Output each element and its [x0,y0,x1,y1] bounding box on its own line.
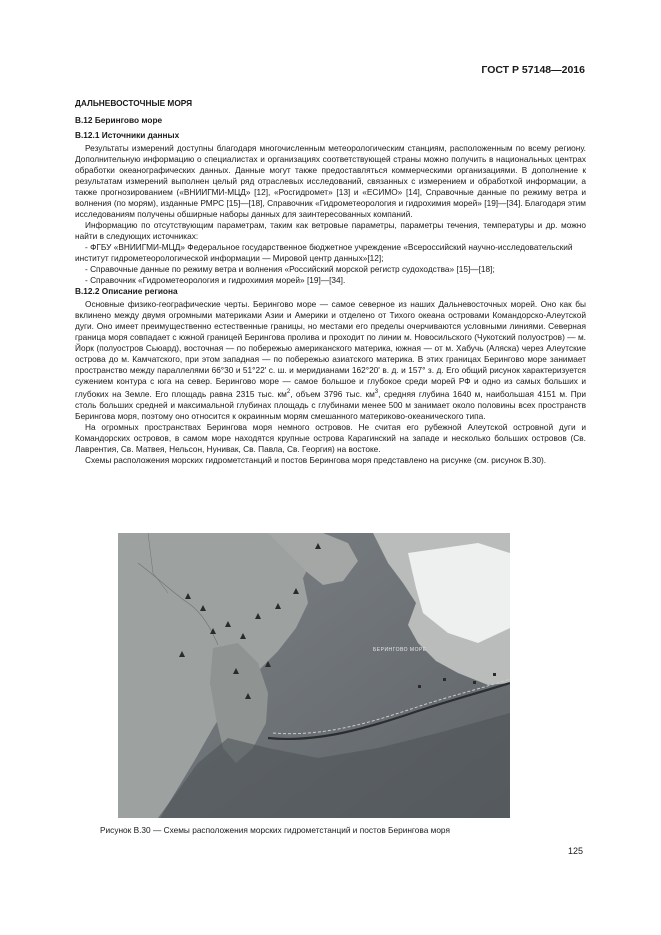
paragraph-figure-ref: Схемы расположения морских гидрометстанций и постов Берингова моря представлено на рисунке (см. рисунок В.30). [85,454,547,465]
paragraph-region-part-c: , средняя глубина 1640 м, наибольшая 4151 м. При столь больших средней и максимальной глубинах площадь с глубинами менее 500 м занимает около половины всех пространств Берингова моря, поэтому оно относится к окраинным морям смешанного материково-океанического типа. [75,388,586,421]
superscript: 2 [286,389,291,395]
paragraph-islands: На огромных пространствах Берингова моря немного островов. Не считая его рубежной Алеутской островной дуги и Командорских островов, в самом море находятся крупные острова Карагинский на западе и несколько больших островов (Св. Лаврентия, Св. Матвея, Нельсон, Нунивак, Св. Павла, Св. Георгия) на востоке. [75,421,586,454]
bering-sea-map [118,533,510,818]
station-marker [443,678,446,681]
paragraph-region [75,299,586,422]
station-marker [473,681,476,684]
paragraph-region-part-b: , объем 3796 тыс. км [290,388,375,399]
list-item: - ФГБУ «ВНИИГМИ-МЦД» Федеральное государственное бюджетное учреждение «Всероссийский научно-исследовательский институт гидрометеорологической информации — Мировой центр данных»[12]; [75,242,573,263]
page-number: 125 [567,846,583,856]
subsection-region-title: В.12.2 Описание региона [75,286,178,296]
station-marker [493,673,496,676]
map-label: БЕРИНГОВО МОРЕ [373,647,427,653]
subsection-title: В.12 Берингово море [75,115,163,125]
section-title: ДАЛЬНЕВОСТОЧНЫЕ МОРЯ [75,98,193,108]
subsection-sources-title: В.12.1 Источники данных [75,130,180,140]
map-graphic [118,533,510,818]
document-body [75,98,586,466]
standard-code: ГОСТ Р 57148—2016 [481,64,585,76]
paragraph-region-part-a: Основные физико-географические черты. Берингово море — самое северное из наших Дальневосточных морей. Оно как бы вклинено между двумя огромными материками Азии и Америки и отделено от Тихого океана островами Командорско-Алеутской дуги. Оно имеет преимущественно естественные границы, но местами его пределы очерчиваются условными линиями. Северная граница моря совпадает с южной границей Берингова пролива и проходит по линии м. Новосильского (Чукотский полуостров) — м. Йорк (полуостров Сьюард), восточная — по побережью американского материка, южная — от м. Хабучь (Аляска) через Алеутские острова до м. Камчатского, при этом западная — по побережью азиатского материка. В этих границах Берингово море занимает пространство между параллелями 66°30 и 51°22' с. ш. и меридианами 162°20' в. д. и 157° з. д. Его общий рисунок характеризуется сужением контура с юга на север. Берингово море — самое большое и глубокое среди морей РФ и одно из самых больших и глубоких на Земле. Его площадь равна 2315 тыс. км [75,299,586,399]
station-marker [418,685,421,688]
paragraph-sources: Результаты измерений доступны благодаря многочисленным метеорологическим станциям, расположенным по всему региону. Дополнительную информацию о специалистах и организациях соответствующей страны можно получить в национальных центрах обработки океанографических данных. Данные могут также предоставляться коммерческими организациями. В дополнение к результатам измерений выполнен целый ряд отраслевых исследований, связанных с измерением и обработкой информации, а также прогнозированием («ВНИИГМИ-МЦД» [12], «Росгидромет» [13] и «ЕСИМО» [14], Справочные данные по режиму ветра и волнения (по морям), изданные РМРС [15]—[18], Справочник «Гидрометеорология и гидрохимия морей» [19]—[34]. Благодаря этим исследованиям получены обширные наборы данных для заинтересованных компаний. [75,143,586,219]
sources-list [75,242,586,286]
figure-caption: Рисунок В.30 — Схемы расположения морских гидрометстанций и постов Берингова моря [100,825,450,835]
list-item: - Справочные данные по режиму ветра и волнения «Российский морской регистр судоходства» [15]—[18]; [85,264,495,274]
superscript: 3 [374,389,379,395]
list-item: - Справочник «Гидрометеорология и гидрохимия морей» [19]—[34]. [85,275,346,285]
paragraph-missing-params: Информацию по отсутствующим параметрам, таким как ветровые параметры, параметры течения, температуры и др. можно найти в следующих источниках: [75,220,586,241]
